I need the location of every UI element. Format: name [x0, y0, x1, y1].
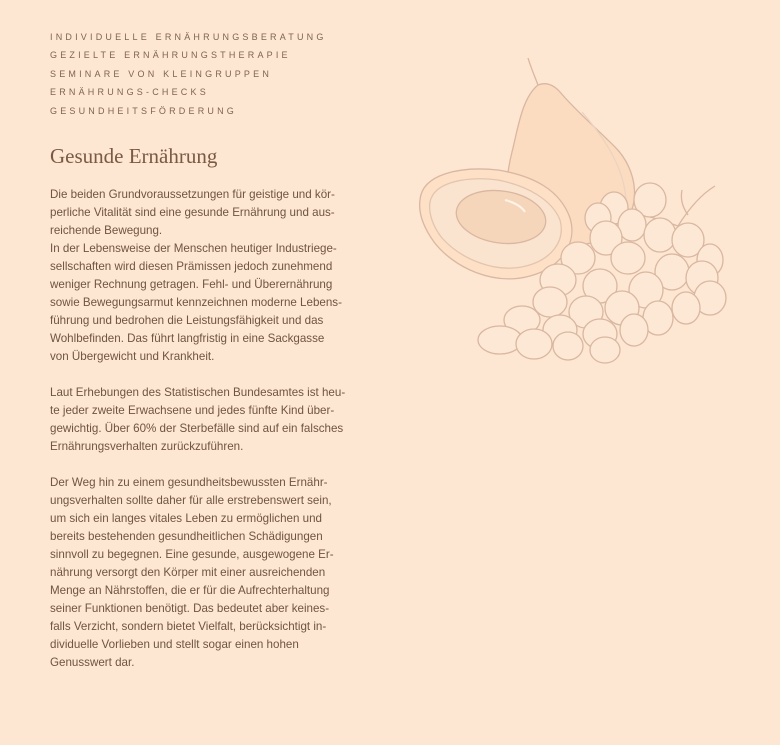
- nav-item-checks[interactable]: ERNÄHRUNGS-CHECKS: [50, 87, 209, 98]
- text-line: dividuelle Vorlieben und stellt sogar einen hohen: [50, 638, 299, 651]
- paragraph-statistics: [50, 384, 390, 456]
- text-line: Die beiden Grundvoraussetzungen für geistige und kör-: [50, 188, 335, 201]
- text-line: Genusswert dar.: [50, 656, 135, 669]
- text-line: Der Weg hin zu einem gesundheitsbewussten Ernähr-: [50, 476, 328, 489]
- text-line: Menge an Nährstoffen, die er für die Aufrechterhaltung: [50, 584, 330, 597]
- text-line: sellschaften wird diesen Prämissen jedoch zunehmend: [50, 260, 333, 273]
- text-line: falls Verzicht, sondern bietet Vielfalt, berücksichtigt in-: [50, 620, 327, 633]
- text-line: te jeder zweite Erwachsene und jedes fünfte Kind über-: [50, 404, 335, 417]
- text-line: Wohlbefinden. Das führt langfristig in eine Sackgasse: [50, 332, 325, 345]
- text-line: führung und bedrohen die Leistungsfähigkeit und das: [50, 314, 324, 327]
- article-body: [50, 186, 390, 690]
- text-line: nährung versorgt den Körper mit einer ausreichenden: [50, 566, 326, 579]
- text-line: um sich ein langes vitales Leben zu ermöglichen und: [50, 512, 322, 525]
- page-title: Gesunde Ernährung: [50, 144, 218, 168]
- text-line: In der Lebensweise der Menschen heutiger Industriege-: [50, 242, 337, 255]
- fruit-illustration: [410, 50, 740, 370]
- text-line: sinnvoll zu begegnen. Eine gesunde, ausgewogene Er-: [50, 548, 334, 561]
- nav-item-seminare[interactable]: SEMINARE VON KLEINGRUPPEN: [50, 68, 273, 79]
- text-line: weniger Rechnung getragen. Fehl- und Überernährung: [50, 278, 333, 291]
- text-line: bereits bestehenden gesundheitlichen Schädigungen: [50, 530, 323, 543]
- nav-item-gesundheitsfoerderung[interactable]: GESUNDHEITSFÖRDERUNG: [50, 105, 238, 116]
- paragraph-conclusion: [50, 474, 390, 672]
- text-line: sowie Bewegungsarmut kennzeichnen moderne Lebens-: [50, 296, 342, 309]
- text-line: reichende Bewegung.: [50, 224, 163, 237]
- text-line: von Übergewicht und Krankheit.: [50, 350, 215, 363]
- nav-item-therapie[interactable]: GEZIELTE ERNÄHRUNGSTHERAPIE: [50, 50, 291, 61]
- nav-item-beratung[interactable]: INDIVIDUELLE ERNÄHRUNGSBERATUNG: [50, 32, 327, 42]
- text-line: Ernährungsverhalten zurückzuführen.: [50, 440, 244, 453]
- text-line: gewichtig. Über 60% der Sterbefälle sind auf ein falsches: [50, 422, 344, 435]
- text-line: seiner Funktionen benötigt. Das bedeutet aber keines-: [50, 602, 330, 615]
- service-nav: [50, 28, 327, 120]
- text-line: ungsverhalten sollte daher für alle erstrebenswert sein,: [50, 494, 332, 507]
- text-line: perliche Vitalität sind eine gesunde Ernährung und aus-: [50, 206, 335, 219]
- text-line: Laut Erhebungen des Statistischen Bundesamtes ist heu-: [50, 386, 346, 399]
- paragraph-intro: [50, 186, 390, 366]
